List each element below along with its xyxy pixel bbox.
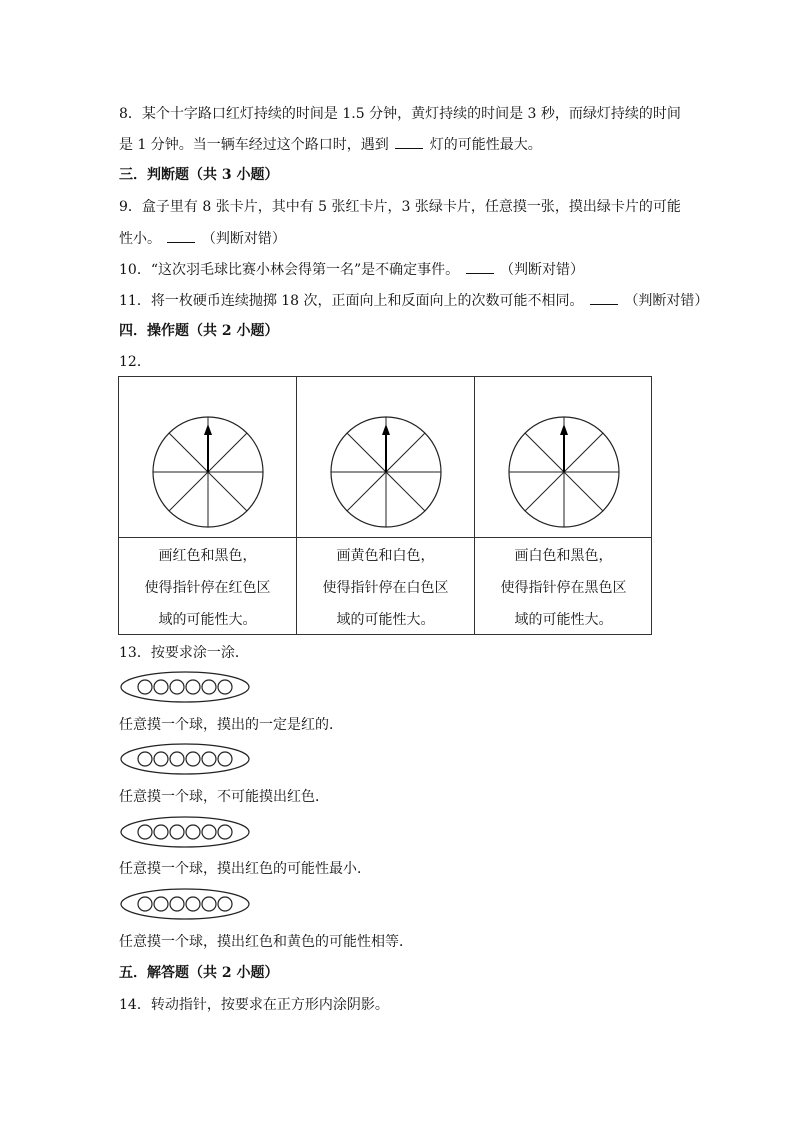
ball[interactable] (138, 825, 152, 839)
caption-line: 画红色和黑色， (158, 548, 257, 564)
caption-line: 使得指针停在红色区 (144, 580, 271, 596)
pointer-arrow-head (204, 424, 212, 435)
ball-box-2[interactable] (119, 742, 251, 776)
section-heading-answer: 五．解答题（共 2 小题） (119, 965, 279, 981)
ball[interactable] (138, 680, 152, 694)
ball[interactable] (218, 825, 232, 839)
ball-box-4[interactable] (119, 887, 251, 921)
q11-line (119, 290, 708, 311)
spinner-1-caption (119, 538, 296, 635)
caption-line: 域的可能性大。 (514, 612, 613, 628)
ball[interactable] (202, 897, 216, 911)
ball[interactable] (170, 752, 184, 766)
answer-blank[interactable] (590, 290, 618, 305)
ball[interactable] (170, 897, 184, 911)
caption-line: 域的可能性大。 (336, 612, 435, 628)
q12-number: 12． (119, 354, 151, 370)
answer-blank[interactable] (167, 228, 195, 243)
q11-text: 11．将一枚硬币连续抛掷 18 次，正面向上和反面向上的次数可能不相同。 (119, 293, 584, 309)
ball-box-3[interactable] (119, 815, 251, 849)
pointer-arrow-head (560, 424, 568, 435)
q10-text: 10．“这次羽毛球比赛小林会得第一名”是不确定事件。 (119, 262, 460, 278)
spinner-table (118, 376, 652, 635)
q9-judge-note: （判断对错） (201, 231, 286, 247)
ball[interactable] (218, 897, 232, 911)
q10-line (119, 259, 584, 280)
ball[interactable] (186, 897, 200, 911)
q14-text: 14．转动指针，按要求在正方形内涂阴影。 (119, 997, 389, 1013)
caption-line: 域的可能性大。 (158, 612, 257, 628)
q8-line2-suffix: 灯的可能性最大。 (429, 137, 542, 153)
caption-line: 使得指针停在黑色区 (500, 580, 627, 596)
ball[interactable] (170, 825, 184, 839)
ball[interactable] (138, 897, 152, 911)
caption-line: 画白色和黑色， (514, 548, 613, 564)
ball[interactable] (186, 680, 200, 694)
q8-line2-text: 是 1 分钟。当一辆车经过这个路口时，遇到 (119, 137, 389, 153)
q13-item-4: 任意摸一个球，摸出红色和黄色的可能性相等． (119, 934, 413, 950)
section-heading-judgement: 三．判断题（共 3 小题） (119, 167, 279, 183)
ball[interactable] (202, 825, 216, 839)
q13-item-3: 任意摸一个球，摸出红色的可能性最小． (119, 861, 371, 877)
answer-blank[interactable] (466, 259, 494, 274)
q13-title: 13．按要求涂一涂． (119, 645, 249, 661)
ball[interactable] (170, 680, 184, 694)
ball[interactable] (154, 680, 168, 694)
q11-judge-note: （判断对错） (624, 293, 709, 309)
ball-box-1[interactable] (119, 670, 251, 704)
spinner-3[interactable] (507, 415, 621, 529)
ball[interactable] (186, 752, 200, 766)
ball[interactable] (202, 680, 216, 694)
ball[interactable] (154, 752, 168, 766)
spinner-1[interactable] (151, 415, 265, 529)
q8-line1: 8．某个十字路口红灯持续的时间是 1.5 分钟，黄灯持续的时间是 3 秒，而绿灯持续的时间 (119, 106, 681, 122)
ball[interactable] (202, 752, 216, 766)
section-heading-operation: 四．操作题（共 2 小题） (119, 323, 279, 339)
ball[interactable] (218, 680, 232, 694)
ball[interactable] (218, 752, 232, 766)
spinner-2[interactable] (329, 415, 443, 529)
ball[interactable] (186, 825, 200, 839)
q10-judge-note: （判断对错） (500, 262, 585, 278)
q13-item-1: 任意摸一个球，摸出的一定是红的． (119, 717, 343, 733)
q9-line1: 9．盒子里有 8 张卡片，其中有 5 张红卡片，3 张绿卡片，任意摸一张，摸出绿卡片的可能 (119, 199, 681, 215)
q9-line2-text: 性小。 (119, 231, 161, 247)
q9-line2 (119, 228, 286, 249)
pointer-arrow-head (382, 424, 390, 435)
caption-line: 使得指针停在白色区 (322, 580, 449, 596)
ball[interactable] (154, 825, 168, 839)
q13-item-2: 任意摸一个球，不可能摸出红色． (119, 789, 329, 805)
spinner-3-caption (475, 538, 652, 635)
spinner-2-caption (297, 538, 474, 635)
caption-line: 画黄色和白色， (336, 548, 435, 564)
ball[interactable] (154, 897, 168, 911)
answer-blank[interactable] (395, 134, 423, 149)
q8-line2 (119, 134, 542, 155)
ball[interactable] (138, 752, 152, 766)
